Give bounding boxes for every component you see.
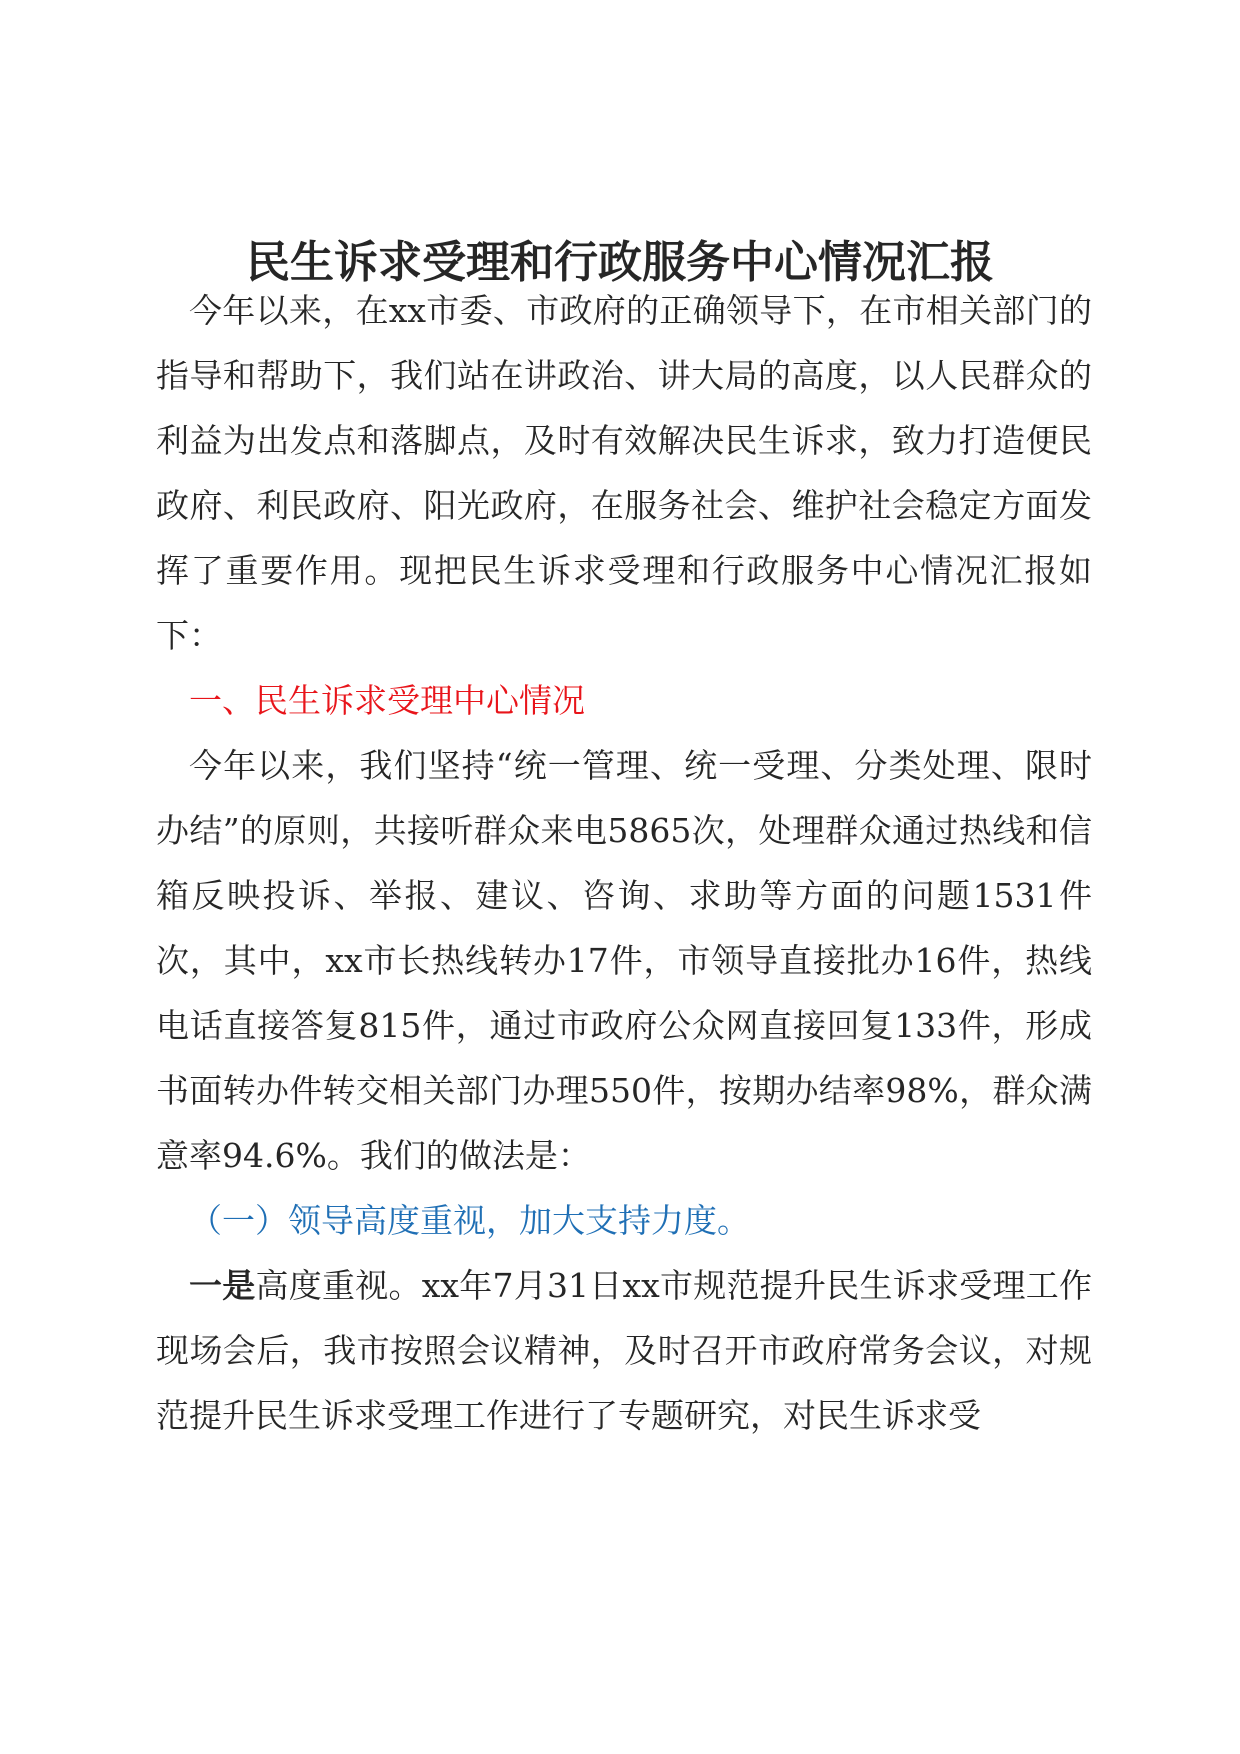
intro-paragraph: 今年以来，在xx市委、市政府的正确领导下，在市相关部门的指导和帮助下，我们站在讲政治、讲大局的高度，以人民群众的利益为出发点和落脚点，及时有效解决民生诉求，致力打造便民政府、利民政府、阳光政府，在服务社会、维护社会稳定方面发挥了重要作用。现把民生诉求受理和行政服务中心情况汇报如下： [156, 291, 1092, 655]
point-1-lead: 一是 [189, 1266, 256, 1305]
point-1-text: 高度重视。xx年7月31日xx市规范提升民生诉求受理工作现场会后，我市按照会议精神，及时召开市政府常务会议，对规范提升民生诉求受理工作进行了专题研究，对民生诉求受 [156, 1266, 1093, 1435]
subsection-1-heading: （一）领导高度重视，加大支持力度。 [189, 1201, 750, 1240]
point-1-paragraph [156, 1253, 1092, 1448]
section-1-paragraph: 今年以来，我们坚持“统一管理、统一受理、分类处理、限时办结”的原则，共接听群众来电5865次，处理群众通过热线和信箱反映投诉、举报、建议、咨询、求助等方面的问题1531件次，其中，xx市长热线转办17件，市领导直接批办16件，热线电话直接答复815件，通过市政府公众网直接回复133件，形成书面转办件转交相关部门办理550件，按期办结率98%，群众满意率94.6%。我们的做法是： [156, 746, 1092, 1175]
document-body [156, 278, 1092, 1448]
document-title: 民生诉求受理和行政服务中心情况汇报 [246, 237, 994, 288]
section-1-heading: 一、民生诉求受理中心情况 [189, 681, 585, 720]
